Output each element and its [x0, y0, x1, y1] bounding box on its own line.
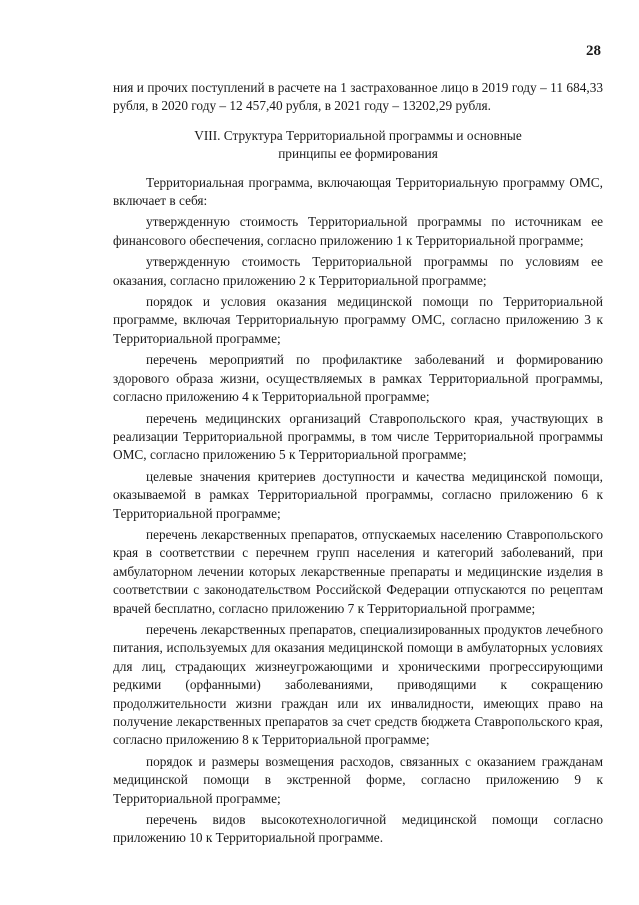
- section-heading: [113, 127, 603, 164]
- list-item: порядок и размеры возмещения расходов, связанных с оказанием гражданам медицинской помощи в экстренной форме, согласно приложению 9 к Территориальной программе;: [113, 753, 603, 806]
- list-item: перечень лекарственных препаратов, отпускаемых населению Ставропольского края в соответствии с перечнем групп населения и категорий заболеваний, при амбулаторном лечении которых лекарственные препараты и медицинские изделия в соответствии с законодательством Российской Федерации отпускаются по рецептам врачей бесплатно, согласно приложению 7 к Территориальной программе;: [113, 526, 603, 616]
- page-number: 28: [586, 43, 601, 59]
- section-heading-line-2: принципы ее формирования: [278, 146, 438, 162]
- list-item: порядок и условия оказания медицинской помощи по Территориальной программе, включая Территориальную программу ОМС, согласно приложению 3 к Территориальной программе;: [113, 294, 603, 346]
- list-item: утвержденную стоимость Территориальной программы по условиям ее оказания, согласно приложению 2 к Территориальной программе;: [113, 254, 603, 288]
- section-heading-line-1: VIII. Структура Территориальной программы и основные: [194, 127, 522, 143]
- list-item: утвержденную стоимость Территориальной программы по источникам ее финансового обеспечения, согласно приложению 1 к Территориальной программе;: [113, 214, 603, 248]
- list-item: перечень медицинских организаций Ставропольского края, участвующих в реализации Территориальной программы, в том числе Территориальной программы ОМС, согласно приложению 5 к Территориальной программе;: [113, 410, 603, 463]
- list-item: перечень видов высокотехнологичной медицинской помощи согласно приложению 10 к Территориальной программе.: [113, 812, 603, 846]
- document-body: [113, 79, 603, 851]
- list-item: перечень мероприятий по профилактике заболеваний и формированию здорового образа жизни, осуществляемых в рамках Территориальной программы, согласно приложению 4 к Территориальной программе;: [113, 352, 603, 405]
- intro-paragraph: ния и прочих поступлений в расчете на 1 застрахованное лицо в 2019 году – 11 684,33 рубля, в 2020 году – 12 457,40 рубля, в 2021 году – 13202,29 рубля.: [113, 80, 603, 114]
- list-item: перечень лекарственных препаратов, специализированных продуктов лечебного питания, используемых для оказания медицинской помощи в амбулаторных условиях для лиц, страдающих жизнеугрожающими и хроническими прогрессирующими редкими (орфанными) заболеваниями, приводящими к сокращению продолжительности жизни граждан или их инвалидности, имеющих право на получение лекарственных препаратов за счет средств бюджета Ставропольского края, согласно приложению 8 к Территориальной программе;: [113, 621, 603, 748]
- lead-paragraph: Территориальная программа, включающая Территориальную программу ОМС, включает в себя:: [113, 174, 603, 209]
- list-item: целевые значения критериев доступности и качества медицинской помощи, оказываемой в рамках Территориальной программы, согласно приложению 6 к Территориальной программе;: [113, 468, 603, 521]
